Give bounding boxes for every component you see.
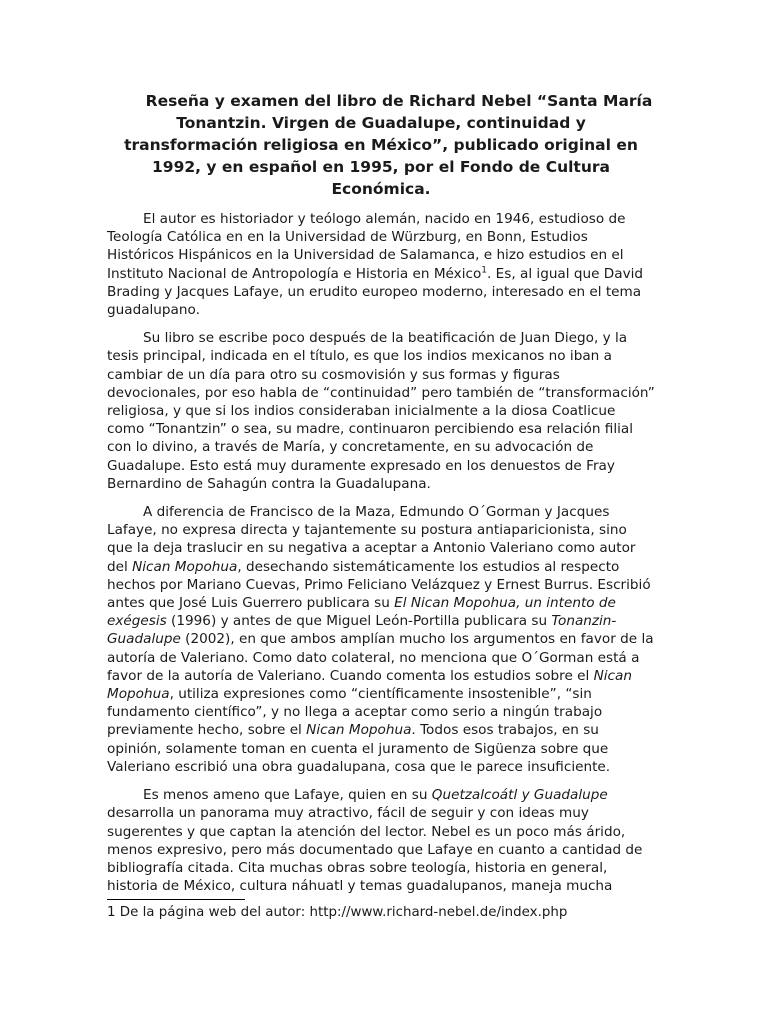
paragraph-2: Su libro se escribe poco después de la beatificación de Juan Diego, y la tesis principal, indicada en el título, es que los indios mexicanos no iban a cambiar de un día para otro su cosmovisión y sus formas y figuras devocionales, por eso habla de “continuidad” pero también de “transformación” religiosa, y que si los indios consideraban inicialmente a la diosa Coatlicue como “Tonantzin” o sea, su madre, continuaron percibiendo esa relación filial con lo divino, a través de María, y concretamente, en su advocación de Guadalupe. Esto está muy duramente expresado en los denuestos de Fray Bernardino de Sahagún contra la Guadalupana. xyxy=(107,330,655,492)
book-title-italic: El Nican Mopohua, un intento de exégesis xyxy=(107,595,616,630)
footnote-separator xyxy=(107,899,245,900)
book-title-italic: Nican Mopohua xyxy=(132,558,238,575)
paragraph-3-text-a: A diferencia de Francisco de la Maza, Edmundo O´Gorman y Jacques Lafaye, no expresa directa y tajantemente su postura antiaparicionista, sino que la deja traslucir en su negativa a aceptar a Antonio Valeriano como autor del xyxy=(107,504,636,575)
paragraph-3 xyxy=(107,503,655,776)
paragraph-3-text-c: (1996) y antes de que Miguel León-Portilla publicara su xyxy=(166,613,552,630)
footnote-text: 1 De la página web del autor: http://www.richard-nebel.de/index.php xyxy=(107,905,568,920)
book-title-italic: Nican Mopohua xyxy=(107,667,632,703)
book-title-italic: Quetzalcoátl y Guadalupe xyxy=(431,787,608,804)
document-title: Reseña y examen del libro de Richard Nebel “Santa María Tonantzin. Virgen de Guadalupe, continuidad y transformación religiosa en México”, publicado original en 1992, y en español en 1995, por el Fondo de Cultura Económica. xyxy=(124,92,653,198)
paragraph-1 xyxy=(107,210,655,319)
paragraph-3-text-e: , utiliza expresiones como “científicamente insostenible”, “sin fundamento científico”, y no llega a aceptar como serio a ningún trabajo previamente hecho, sobre el xyxy=(107,686,603,739)
paragraph-3-text-f: . Todos esos trabajos, en su opinión, solamente toman en cuenta el juramento de Sigüenza sobre que Valeriano escribió una obra guadalupana, cosa que le parece insuficiente. xyxy=(107,722,611,775)
paragraph-3-text-b: , desechando sistemáticamente los estudios al respecto hechos por Mariano Cuevas, Primo Feliciano Velázquez y Ernest Burrus. Escribió antes que José Luis Guerrero publicara su xyxy=(107,558,651,612)
paragraph-1-text-b: . Es, al igual que David Brading y Jacques Lafaye, un erudito europeo moderno, interesado en el tema guadalupano. xyxy=(107,265,644,319)
paragraph-3-text-d: (2002), en que ambos amplían mucho los argumentos en favor de la autoría de Valeriano. Como dato colateral, no menciona que O´Gorman está a favor de la autoría de Valeriano. Cuando comenta los estudios sobre el xyxy=(107,631,654,684)
paragraph-4-text-b: desarrolla un panorama muy atractivo, fácil de seguir y con ideas muy sugerentes y que captan la atención del lector. Nebel es un poco más árido, menos expresivo, pero más documentado que Lafaye en cuanto a cantidad de bibliografía citada. Cita muchas obras sobre teología, historia en general, historia de México, cultura náhuatl y temas guadalupanos, maneja mucha xyxy=(107,805,643,895)
book-title-italic: Tonanzin-Guadalupe xyxy=(107,613,617,648)
paragraph-4 xyxy=(107,786,655,895)
book-title-italic: Nican Mopohua xyxy=(306,722,412,739)
footnote-reference: 1 xyxy=(481,265,488,276)
paragraph-4-text-a: Es menos ameno que Lafaye, quien en su xyxy=(143,787,432,804)
document-page xyxy=(107,90,655,905)
paragraph-1-text-a: El autor es historiador y teólogo alemán, nacido en 1946, estudioso de Teología Católica en en la Universidad de Würzburg, en Bonn, Estudios Históricos Hispánicos en la Universidad de Salamanca, e hizo estudios en el Instituto Nacional de Antropología e Historia en México xyxy=(107,211,626,282)
